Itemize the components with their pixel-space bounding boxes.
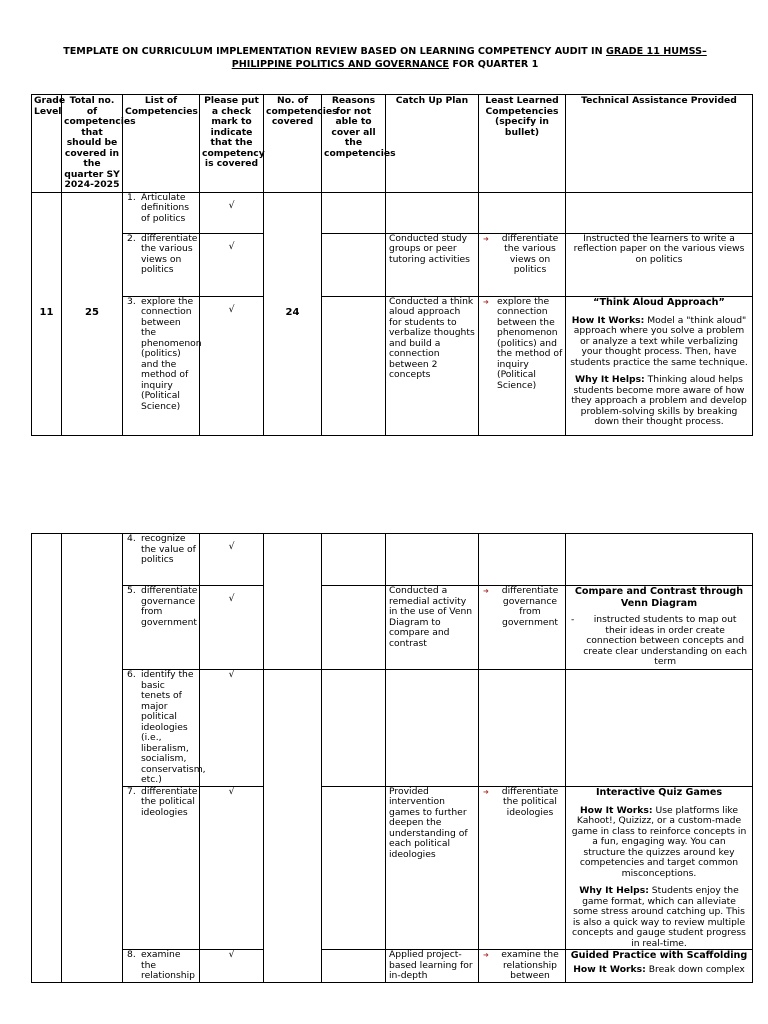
header-ta: Technical Assistance Provided — [566, 95, 753, 193]
least-text: explore the connection between the phenomenon (politics) and the method of inquiry (Political Science) — [497, 295, 563, 391]
header-row — [32, 95, 753, 193]
ta-how-label: How It Works: — [573, 964, 646, 975]
check-mark: √ — [200, 534, 264, 586]
catchup-cell — [386, 192, 479, 233]
catchup-cell: Conducted a think aloud approach for students to verbalize thoughts and build a connection between 2 concepts — [386, 296, 479, 435]
catchup-cell — [386, 534, 479, 586]
ta-how-label: How It Works: — [571, 314, 645, 326]
header-catchup: Catch Up Plan — [386, 95, 479, 193]
bullet-icon: ➜ — [483, 787, 489, 796]
least-text: differentiate the political ideologies — [501, 785, 559, 818]
table-row — [32, 192, 753, 233]
catchup-cell: Conducted study groups or peer tutoring activities — [386, 233, 479, 296]
catchup-cell: Applied project-based learning for in-depth — [386, 950, 479, 983]
ta-cell — [566, 233, 753, 296]
ta-how-label: How It Works: — [579, 804, 653, 816]
competency-number: 7. — [127, 785, 136, 797]
competency-number: 1. — [127, 191, 136, 203]
total-competencies-cell: 25 — [62, 192, 123, 435]
check-mark: √ — [200, 786, 264, 950]
total-competencies-cell — [62, 534, 123, 983]
table-row — [32, 296, 753, 435]
header-least: Least Learned Competencies (specify in bullet) — [479, 95, 566, 193]
ta-heading: “Think Aloud Approach” — [593, 296, 725, 308]
reasons-cell — [322, 950, 386, 983]
covered-count-cell — [264, 670, 322, 983]
reasons-cell — [322, 296, 386, 435]
check-mark: √ — [200, 233, 264, 296]
competency-cell — [123, 233, 200, 296]
header-reasons: Reasons for not able to cover all the competencies — [322, 95, 386, 193]
competency-cell — [123, 950, 200, 983]
competency-cell — [123, 586, 200, 670]
ta-cell — [566, 786, 753, 950]
catchup-cell: Provided intervention games to further deepen the understanding of each political ideologies — [386, 786, 479, 950]
table-row — [32, 670, 753, 787]
competency-number: 3. — [127, 295, 136, 307]
competency-text: differentiate the political ideologies — [141, 785, 198, 818]
reasons-cell — [322, 786, 386, 950]
ta-how-text: Model a "think aloud" approach where you solve a problem or analyze a text while verbalizing your thought process. Then, have students practice the same technique. — [570, 314, 748, 368]
check-mark: √ — [200, 586, 264, 670]
check-mark: √ — [200, 950, 264, 983]
bullet-icon: ➜ — [483, 587, 489, 595]
ta-cell — [566, 586, 753, 670]
competency-text: examine the relationship — [141, 949, 196, 981]
ta-cell — [566, 950, 753, 983]
bullet-icon: ➜ — [483, 297, 489, 306]
header-covered: No. of competencies covered — [264, 95, 322, 193]
bullet-icon: ➜ — [483, 234, 489, 243]
competency-table-page-2 — [31, 533, 753, 983]
least-text: differentiate governance from government — [501, 585, 559, 628]
header-list: List of Competencies — [123, 95, 200, 193]
least-cell — [479, 950, 566, 983]
grade-level-cell: 11 — [32, 192, 62, 435]
table-row — [32, 233, 753, 296]
reasons-cell — [322, 586, 386, 670]
ta-text: Instructed the learners to write a reflection paper on the various views on politics — [573, 232, 745, 265]
covered-count-cell — [264, 534, 322, 670]
ta-heading: Compare and Contrast through Venn Diagram — [574, 586, 744, 609]
competency-number: 2. — [127, 232, 136, 244]
reasons-cell — [322, 534, 386, 586]
ta-cell — [566, 670, 753, 787]
title-suffix: FOR QUARTER 1 — [448, 59, 539, 70]
least-cell — [479, 192, 566, 233]
ta-text: instructed students to map out their ideas in order create connection between concepts and create clear understanding on each term — [583, 614, 748, 667]
document-title — [40, 45, 730, 71]
ta-why-text: Thinking aloud helps students become more aware of how they approach a problem and develop problem-solving skills by breaking down their thought process. — [571, 374, 747, 427]
ta-cell — [566, 296, 753, 435]
ta-cell — [566, 534, 753, 586]
competency-cell — [123, 192, 200, 233]
reasons-cell — [322, 192, 386, 233]
competency-cell — [123, 296, 200, 435]
competency-text: explore the connection between the phenomenon (politics) and the method of inquiry (Political Science) — [141, 295, 202, 412]
ta-cell — [566, 192, 753, 233]
competency-number: 6. — [127, 669, 136, 680]
title-prefix: TEMPLATE ON CURRICULUM IMPLEMENTATION REVIEW BASED ON LEARNING COMPETENCY AUDIT IN — [63, 46, 606, 57]
table-row — [32, 534, 753, 586]
header-grade: Grade Level — [32, 95, 62, 193]
bullet-icon: ➜ — [483, 951, 489, 959]
check-mark: √ — [200, 296, 264, 435]
ta-how-text: Break down complex — [645, 964, 745, 975]
least-text: examine the relationship between — [501, 949, 559, 981]
competency-cell — [123, 669, 206, 787]
competency-number: 8. — [127, 949, 136, 960]
least-cell — [479, 296, 566, 435]
table-row — [32, 950, 753, 983]
competency-text: recognize the value of politics — [141, 533, 196, 565]
header-total: Total no. of competencies that should be covered in the quarter SY 2024-2025 — [62, 95, 123, 193]
ta-why-label: Why It Helps: — [575, 374, 645, 385]
competency-cell — [123, 534, 200, 586]
title-subject: GRADE 11 HUMSS– PHILIPPINE POLITICS AND GOVERNANCE — [231, 46, 707, 70]
check-mark: √ — [200, 192, 264, 233]
ta-heading: Interactive Quiz Games — [595, 786, 723, 798]
competency-text: differentiate the various views on politics — [141, 232, 198, 275]
least-cell — [479, 786, 566, 950]
table-row — [32, 586, 753, 670]
least-cell — [479, 534, 566, 586]
competency-text: identify the basic tenets of major political ideologies (i.e., liberalism, socialism, conservatism, etc.) — [141, 669, 206, 785]
header-check: Please put a check mark to indicate that the competency is covered — [200, 95, 264, 193]
ta-heading: Guided Practice with Scaffolding — [570, 950, 748, 961]
competency-text: Articulate definitions of politics — [141, 191, 190, 224]
catchup-cell: Conducted a remedial activity in the use of Venn Diagram to compare and contrast — [386, 586, 479, 670]
check-mark: √ — [200, 670, 264, 787]
ta-how-text: Use platforms like Kahoot!, Quizizz, or a custom-made game in class to reinforce concepts in a fun, engaging way. You can structure the quizzes around key competencies and target common misconceptions. — [571, 804, 747, 879]
competency-text: differentiate governance from government — [141, 585, 198, 628]
competency-number: 4. — [127, 533, 136, 544]
reasons-cell — [322, 670, 386, 787]
least-text: differentiate the various views on politics — [501, 232, 559, 275]
least-cell — [479, 586, 566, 670]
dash-marker: - — [570, 614, 575, 625]
covered-count-cell: 24 — [264, 192, 322, 435]
competency-cell — [123, 786, 200, 950]
catchup-cell — [386, 670, 479, 787]
table-row — [32, 786, 753, 950]
least-cell — [479, 233, 566, 296]
competency-number: 5. — [127, 585, 136, 596]
competency-table-page-1 — [31, 94, 753, 436]
least-cell — [479, 670, 566, 787]
grade-level-cell — [32, 534, 62, 983]
ta-why-text: Students enjoy the game format, which can alleviate some stress around catching up. This is also a quick way to review multiple concepts and gauge student progress in real-time. — [572, 885, 746, 949]
reasons-cell — [322, 233, 386, 296]
ta-why-label: Why It Helps: — [579, 885, 649, 896]
